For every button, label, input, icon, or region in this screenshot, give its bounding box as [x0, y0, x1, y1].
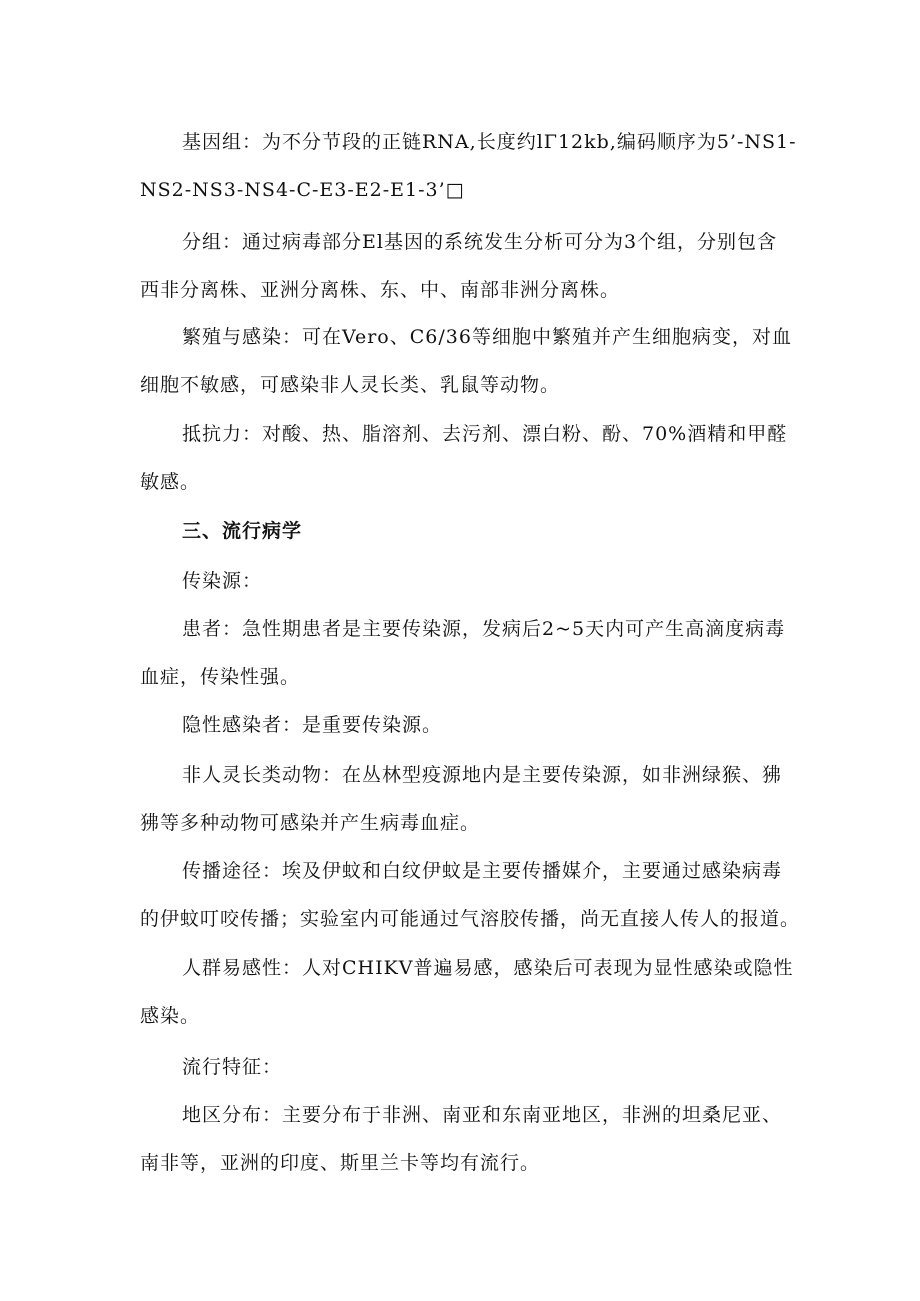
- paragraph-resistance-line-1: 抵抗力：对酸、热、脂溶剂、去污剂、漂白粉、酚、70%酒精和甲醛: [182, 423, 788, 445]
- paragraph-primates-line-2: 狒等多种动物可感染并产生病毒血症。: [140, 812, 481, 834]
- paragraph-grouping-line-1: 分组：通过病毒部分El基因的系统发生分析可分为3个组，分别包含: [182, 231, 778, 253]
- paragraph-propagation-line-1: 繁殖与感染：可在Vero、C6/36等细胞中繁殖并产生细胞病变，对血: [182, 326, 792, 348]
- paragraph-distribution-line-2: 南非等，亚洲的印度、斯里兰卡等均有流行。: [140, 1152, 541, 1174]
- paragraph-genome-line-1: 基因组：为不分节段的正链RNA,长度约lΓ12kb,编码顺序为5’-NS1-: [182, 131, 797, 153]
- paragraph-susceptibility-line-2: 感染。: [140, 1005, 201, 1027]
- paragraph-transmission-line-1: 传播途径：埃及伊蚊和白纹伊蚊是主要传播媒介，主要通过感染病毒: [182, 860, 783, 882]
- section-heading-epidemiology: 三、流行病学: [182, 520, 303, 542]
- paragraph-distribution-line-1: 地区分布：主要分布于非洲、南亚和东南亚地区，非洲的坦桑尼亚、: [182, 1104, 783, 1126]
- paragraph-latent-infected: 隐性感染者：是重要传染源。: [182, 714, 443, 736]
- paragraph-resistance-line-2: 敏感。: [140, 471, 201, 493]
- subheading-infection-source: 传染源：: [182, 570, 263, 592]
- paragraph-patients-line-2: 血症，传染性强。: [140, 666, 301, 688]
- paragraph-patients-line-1: 患者：急性期患者是主要传染源，发病后2~5天内可产生高滴度病毒: [182, 618, 786, 640]
- paragraph-primates-line-1: 非人灵长类动物：在丛林型疫源地内是主要传染源，如非洲绿猴、狒: [182, 764, 783, 786]
- paragraph-genome-line-2: NS2-NS3-NS4-C-E3-E2-E1-3’□: [140, 179, 465, 201]
- paragraph-transmission-line-2: 的伊蚊叮咬传播；实验室内可能通过气溶胶传播，尚无直接人传人的报道。: [140, 908, 801, 930]
- paragraph-susceptibility-line-1: 人群易感性：人对CHIKV普遍易感，感染后可表现为显性感染或隐性: [182, 957, 794, 979]
- subheading-epidemic-features: 流行特征：: [182, 1056, 283, 1078]
- paragraph-propagation-line-2: 细胞不敏感，可感染非人灵长类、乳鼠等动物。: [140, 374, 561, 396]
- paragraph-grouping-line-2: 西非分离株、亚洲分离株、东、中、南部非洲分离株。: [140, 279, 621, 301]
